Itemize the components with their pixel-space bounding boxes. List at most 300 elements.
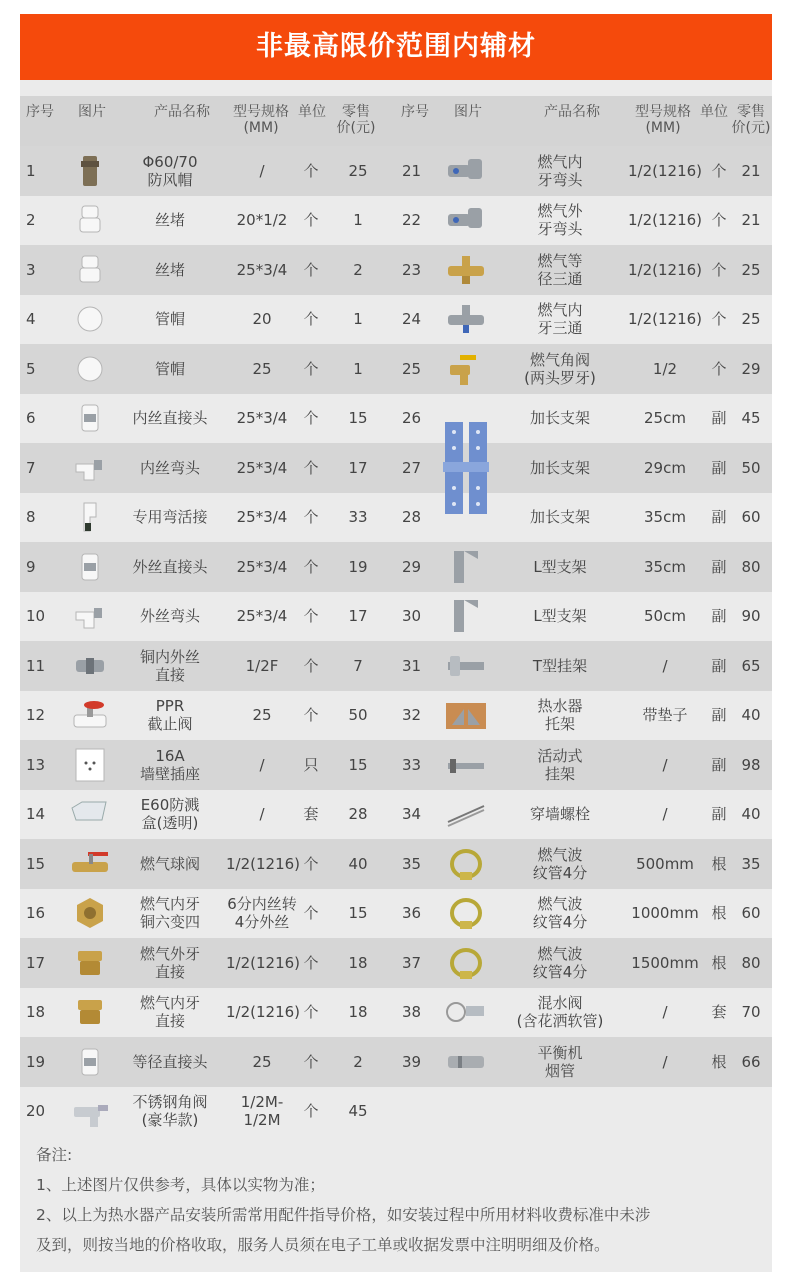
product-name <box>125 310 215 328</box>
product-name-line1: 穿墙螺栓 <box>529 805 590 824</box>
product-name <box>515 202 605 238</box>
unit: 副 <box>711 458 727 477</box>
product-name-line2: 径三通 <box>537 269 583 288</box>
price: 15 <box>348 755 368 774</box>
right-table <box>396 96 772 1087</box>
product-name <box>125 895 215 931</box>
unit: 副 <box>711 508 727 527</box>
table-row <box>396 938 772 988</box>
product-name-line1: 外丝弯头 <box>139 607 200 626</box>
header-spec-line1: 型号规格 <box>635 104 691 120</box>
unit: 个 <box>303 656 319 675</box>
product-name-line1: 燃气角阀 <box>529 350 590 369</box>
product-name-line2: 纹管4分 <box>532 913 588 932</box>
unit: 副 <box>711 805 727 824</box>
table-row <box>396 542 772 592</box>
notes-line-2a: 2、以上为热水器产品安装所需常用配件指导价格，如安装过程中所用材料收费标准中未涉 <box>36 1206 651 1224</box>
spec <box>624 1003 706 1021</box>
unit: 套 <box>303 805 319 824</box>
product-name <box>125 1093 215 1129</box>
header-price-line1: 零售 <box>737 104 765 120</box>
spec <box>226 1093 298 1129</box>
stop-valve-icon <box>60 695 120 735</box>
spec <box>226 854 301 873</box>
product-name <box>125 945 215 981</box>
table-row <box>20 988 396 1038</box>
spec-line1: 1/2M- <box>240 1093 284 1112</box>
spec-line2: 1/2M <box>243 1111 281 1130</box>
unit: 个 <box>303 854 319 873</box>
table-row <box>396 592 772 642</box>
table-row <box>396 740 772 790</box>
header-spec-line1: 型号规格 <box>233 104 289 120</box>
unit: 副 <box>711 607 727 626</box>
left-table <box>20 96 396 1136</box>
product-name-line1: 管帽 <box>154 310 185 329</box>
unit: 个 <box>303 409 319 428</box>
table-row <box>396 295 772 345</box>
table-row <box>20 196 396 246</box>
gas-angle-valve-icon <box>436 349 496 389</box>
row-number: 28 <box>402 508 422 527</box>
table-row <box>20 146 396 196</box>
spec <box>624 607 706 625</box>
product-name-line1: 燃气外牙 <box>139 944 200 963</box>
price: 45 <box>741 409 761 428</box>
header-name: 产品名称 <box>544 104 600 120</box>
product-name-line1: 铜内外丝 <box>139 647 200 666</box>
price: 2 <box>353 1052 363 1071</box>
spec-line1: / <box>662 805 668 824</box>
unit: 副 <box>711 409 727 428</box>
product-name-line2: (含花洒软管) <box>516 1012 604 1031</box>
unit: 个 <box>711 211 727 230</box>
spec-line1: 1/2(1216) <box>627 310 703 329</box>
product-name-line1: 加长支架 <box>529 458 590 477</box>
product-name-line1: 活动式 <box>537 746 583 765</box>
wall-socket-icon <box>60 745 120 785</box>
price: 45 <box>348 1102 368 1121</box>
row-number: 8 <box>26 508 36 527</box>
price: 35 <box>741 854 761 873</box>
spec <box>226 558 298 576</box>
product-name-line2: (豪华款) <box>141 1111 199 1130</box>
product-name-line2: 直接 <box>154 1012 185 1031</box>
mixer-valve-icon <box>436 992 496 1032</box>
row-number: 29 <box>402 557 422 576</box>
price: 19 <box>348 557 368 576</box>
row-number: 23 <box>402 260 422 279</box>
product-name <box>125 697 215 733</box>
unit: 根 <box>711 904 727 923</box>
row-number: 38 <box>402 1003 422 1022</box>
spec <box>226 1003 301 1022</box>
table-row <box>20 592 396 642</box>
product-name-line1: 燃气外 <box>537 202 583 221</box>
product-name-line2: 直接 <box>154 665 185 684</box>
price: 65 <box>741 656 761 675</box>
header-price-line2: 价(元) <box>731 120 771 136</box>
row-number: 19 <box>26 1052 46 1071</box>
spec <box>226 360 298 378</box>
row-number: 27 <box>402 458 422 477</box>
spec-line1: 25cm <box>644 409 686 428</box>
row-number: 1 <box>26 161 36 180</box>
product-name-line1: L型支架 <box>533 557 587 576</box>
corrugated-hose-icon <box>436 893 496 933</box>
spec <box>624 954 706 972</box>
price: 2 <box>353 260 363 279</box>
spec-line1: 1/2(1216) <box>627 211 703 230</box>
spec <box>624 855 706 873</box>
row-number: 20 <box>26 1102 46 1121</box>
spec <box>624 657 706 675</box>
row-number: 10 <box>26 607 46 626</box>
header-unit: 单位 <box>298 104 326 120</box>
pipe-plug-icon <box>60 200 120 240</box>
price: 21 <box>741 161 761 180</box>
spec <box>624 162 706 180</box>
product-name <box>515 153 605 189</box>
spec <box>624 756 706 774</box>
product-name <box>125 508 215 526</box>
product-name <box>515 558 605 576</box>
row-number: 7 <box>26 458 36 477</box>
spec-line1: / <box>259 805 265 824</box>
unit: 个 <box>303 161 319 180</box>
corrugated-hose-icon <box>436 943 496 983</box>
corrugated-hose-icon <box>436 844 496 884</box>
row-number: 2 <box>26 211 36 230</box>
product-name-line1: 丝堵 <box>154 260 185 279</box>
table-header <box>20 96 396 146</box>
product-name <box>125 747 215 783</box>
product-name <box>125 796 215 832</box>
product-name-line1: 管帽 <box>154 359 185 378</box>
wind-cap-icon <box>60 151 120 191</box>
table-row <box>20 1037 396 1087</box>
price: 50 <box>348 706 368 725</box>
brass-adapter-icon <box>60 646 120 686</box>
header-name: 产品名称 <box>154 104 210 120</box>
product-name-line2: 纹管4分 <box>532 962 588 981</box>
product-name <box>515 607 605 625</box>
spec-line1: 1/2 <box>652 359 678 378</box>
product-name-line2: 直接 <box>154 962 185 981</box>
unit: 个 <box>711 359 727 378</box>
gas-ball-valve-icon <box>60 844 120 884</box>
row-number: 31 <box>402 656 422 675</box>
row-number: 25 <box>402 359 422 378</box>
spec <box>624 558 706 576</box>
table-header <box>396 96 772 146</box>
price: 80 <box>741 953 761 972</box>
angle-valve-icon <box>60 1091 120 1131</box>
product-name <box>515 657 605 675</box>
product-name-line1: 燃气内 <box>537 152 583 171</box>
price: 66 <box>741 1052 761 1071</box>
row-number: 30 <box>402 607 422 626</box>
product-name-line2: 截止阀 <box>147 715 193 734</box>
product-name <box>515 895 605 931</box>
product-name <box>515 409 605 427</box>
flue-pipe-icon <box>436 1042 496 1082</box>
header-price <box>334 104 378 136</box>
spec-line1: 6分内丝转 <box>227 895 297 914</box>
product-name-line1: 丝堵 <box>154 211 185 230</box>
price: 60 <box>741 904 761 923</box>
price: 90 <box>741 607 761 626</box>
unit: 个 <box>303 211 319 230</box>
product-name <box>125 607 215 625</box>
row-number: 32 <box>402 706 422 725</box>
product-name-line1: 不锈钢角阀 <box>132 1093 208 1112</box>
unit: 根 <box>711 1052 727 1071</box>
notes-heading: 备注: <box>36 1146 73 1164</box>
header-pic: 图片 <box>78 104 106 120</box>
notes-line-2b: 及到，则按当地的价格收取，服务人员须在电子工单或收据发票中注明明细及价格。 <box>36 1236 610 1254</box>
spec-line1: 25 <box>252 706 272 725</box>
table-row <box>396 146 772 196</box>
product-name-line1: 内丝弯头 <box>139 458 200 477</box>
header-spec-line2: (MM) <box>645 120 681 136</box>
product-name <box>515 805 605 823</box>
product-name-line1: T型挂架 <box>532 656 588 675</box>
row-number: 36 <box>402 904 422 923</box>
table-row <box>396 988 772 1038</box>
spec-line1: / <box>259 755 265 774</box>
row-number: 14 <box>26 805 46 824</box>
spec-line1: 20*1/2 <box>236 211 288 230</box>
table-row <box>20 1087 396 1137</box>
heater-bracket-icon <box>436 695 496 735</box>
table-row <box>20 691 396 741</box>
row-number: 12 <box>26 706 46 725</box>
spec-line1: 29cm <box>644 458 686 477</box>
table-row <box>20 839 396 889</box>
product-name-line1: E60防溅 <box>140 796 200 815</box>
brass-male-fitting-icon <box>60 943 120 983</box>
header-price-line2: 价(元) <box>336 120 376 136</box>
product-name-line1: 混水阀 <box>537 994 583 1013</box>
spec <box>624 211 706 229</box>
product-name-line2: 防风帽 <box>147 170 193 189</box>
spec <box>624 508 706 526</box>
spec <box>226 211 298 229</box>
spec <box>226 409 298 427</box>
table-row <box>20 245 396 295</box>
gas-tee-icon <box>436 250 496 290</box>
product-name <box>515 747 605 783</box>
spec <box>624 706 706 724</box>
product-name-line1: 燃气波 <box>537 895 583 914</box>
table-row <box>396 245 772 295</box>
header-spec-line2: (MM) <box>243 120 279 136</box>
product-name-line2: 铜六变四 <box>139 913 200 932</box>
product-name-line1: Φ60/70 <box>142 152 198 171</box>
table-row <box>20 443 396 493</box>
product-name-line1: 专用弯活接 <box>132 508 208 527</box>
product-name <box>515 301 605 337</box>
product-name <box>515 459 605 477</box>
row-number: 39 <box>402 1052 422 1071</box>
price: 1 <box>353 211 363 230</box>
product-name-line2: 托架 <box>544 715 575 734</box>
table-row <box>20 790 396 840</box>
table-row <box>396 790 772 840</box>
unit: 根 <box>711 953 727 972</box>
product-name-line2: 牙三通 <box>537 319 583 338</box>
spec <box>226 895 298 931</box>
unit: 个 <box>303 1052 319 1071</box>
price-list-card <box>20 14 772 1272</box>
left-rows <box>20 146 396 1136</box>
product-name-line1: 热水器 <box>537 697 583 716</box>
row-number: 9 <box>26 557 36 576</box>
spec-line1: 1/2(1216) <box>226 953 301 972</box>
product-name-line1: 燃气球阀 <box>139 854 200 873</box>
row-number: 22 <box>402 211 422 230</box>
row-number: 16 <box>26 904 46 923</box>
product-name <box>515 252 605 288</box>
price: 21 <box>741 211 761 230</box>
header-no: 序号 <box>26 104 54 120</box>
table-row <box>20 889 396 939</box>
product-name-line1: 燃气内 <box>537 301 583 320</box>
product-name <box>515 846 605 882</box>
product-name <box>125 211 215 229</box>
price: 70 <box>741 1003 761 1022</box>
price: 28 <box>348 805 368 824</box>
header-pic: 图片 <box>454 104 482 120</box>
unit: 个 <box>303 557 319 576</box>
table-row <box>20 344 396 394</box>
unit: 个 <box>303 359 319 378</box>
product-name <box>125 855 215 873</box>
spec-line1: / <box>662 755 668 774</box>
product-name <box>515 994 605 1030</box>
l-bracket-icon <box>436 596 496 636</box>
spec-line1: 带垫子 <box>642 706 688 725</box>
row-number: 15 <box>26 854 46 873</box>
male-coupling-icon <box>60 547 120 587</box>
price: 25 <box>741 310 761 329</box>
gas-male-elbow-icon <box>436 200 496 240</box>
spec <box>624 409 706 427</box>
unit: 个 <box>303 458 319 477</box>
product-name <box>515 945 605 981</box>
row-number: 34 <box>402 805 422 824</box>
table-row <box>396 641 772 691</box>
spec-line1: 1500mm <box>631 953 699 972</box>
header-price-line1: 零售 <box>342 104 370 120</box>
row-number: 5 <box>26 359 36 378</box>
spec-line1: 25*3/4 <box>236 557 288 576</box>
header-price <box>730 104 772 136</box>
product-name-line2: 烟管 <box>544 1061 575 1080</box>
product-name-line2: 牙弯头 <box>537 170 583 189</box>
brass-female-fitting-icon <box>60 992 120 1032</box>
table-row <box>20 493 396 543</box>
product-name-line2: (两头罗牙) <box>524 368 596 387</box>
product-name-line2: 墙壁插座 <box>139 764 200 783</box>
bracket-icon <box>436 394 496 543</box>
price: 1 <box>353 359 363 378</box>
row-number: 35 <box>402 854 422 873</box>
unit: 个 <box>303 706 319 725</box>
product-name <box>125 261 215 279</box>
spec <box>226 953 301 972</box>
price: 15 <box>348 409 368 428</box>
spec <box>226 706 298 724</box>
price: 18 <box>348 1003 368 1022</box>
table-row <box>20 740 396 790</box>
pipe-plug-icon <box>60 250 120 290</box>
price: 29 <box>741 359 761 378</box>
male-elbow-icon <box>60 596 120 636</box>
row-number: 4 <box>26 310 36 329</box>
spec <box>226 162 298 180</box>
unit: 个 <box>303 607 319 626</box>
product-name <box>125 558 215 576</box>
page-title: 非最高限价范围内辅材 <box>20 14 772 80</box>
straight-coupling-icon <box>60 1042 120 1082</box>
unit: 个 <box>303 260 319 279</box>
spec-line1: 25*3/4 <box>236 508 288 527</box>
spec <box>226 1053 298 1071</box>
spec <box>624 459 706 477</box>
spec-line1: 1000mm <box>631 904 699 923</box>
price: 40 <box>741 805 761 824</box>
product-name-line1: 平衡机 <box>537 1043 583 1062</box>
product-name-line2: 挂架 <box>544 764 575 783</box>
unit: 个 <box>303 953 319 972</box>
notes-line-1: 1、上述图片仅供参考，具体以实物为准； <box>36 1176 325 1194</box>
product-name-line1: 内丝直接头 <box>132 409 208 428</box>
t-hanger-icon <box>436 646 496 686</box>
product-name <box>515 351 605 387</box>
spec-line1: 1/2(1216) <box>226 854 301 873</box>
row-number: 11 <box>26 656 46 675</box>
spec <box>226 310 298 328</box>
row-number: 3 <box>26 260 36 279</box>
right-rows <box>396 146 772 1087</box>
table-row <box>396 1037 772 1087</box>
table-row <box>396 839 772 889</box>
product-name-line1: 燃气内牙 <box>139 994 200 1013</box>
gas-female-elbow-icon <box>436 151 496 191</box>
spec-line2: 4分外丝 <box>234 913 290 932</box>
product-name-line1: 燃气波 <box>537 944 583 963</box>
row-number: 13 <box>26 755 46 774</box>
spec-line1: / <box>662 1052 668 1071</box>
spec-line1: 25 <box>252 1052 272 1071</box>
unit: 副 <box>711 755 727 774</box>
spec-line1: 25 <box>252 359 272 378</box>
product-name <box>125 459 215 477</box>
product-name-line1: 等径直接头 <box>132 1052 208 1071</box>
unit: 个 <box>303 310 319 329</box>
table-row <box>20 641 396 691</box>
unit: 副 <box>711 557 727 576</box>
product-name-line1: 燃气波 <box>537 845 583 864</box>
table-row <box>396 196 772 246</box>
l-bracket-icon <box>436 547 496 587</box>
unit: 个 <box>303 508 319 527</box>
product-name-line1: 16A <box>155 746 185 765</box>
product-name-line1: 燃气内牙 <box>139 895 200 914</box>
product-name-line2: 牙弯头 <box>537 220 583 239</box>
